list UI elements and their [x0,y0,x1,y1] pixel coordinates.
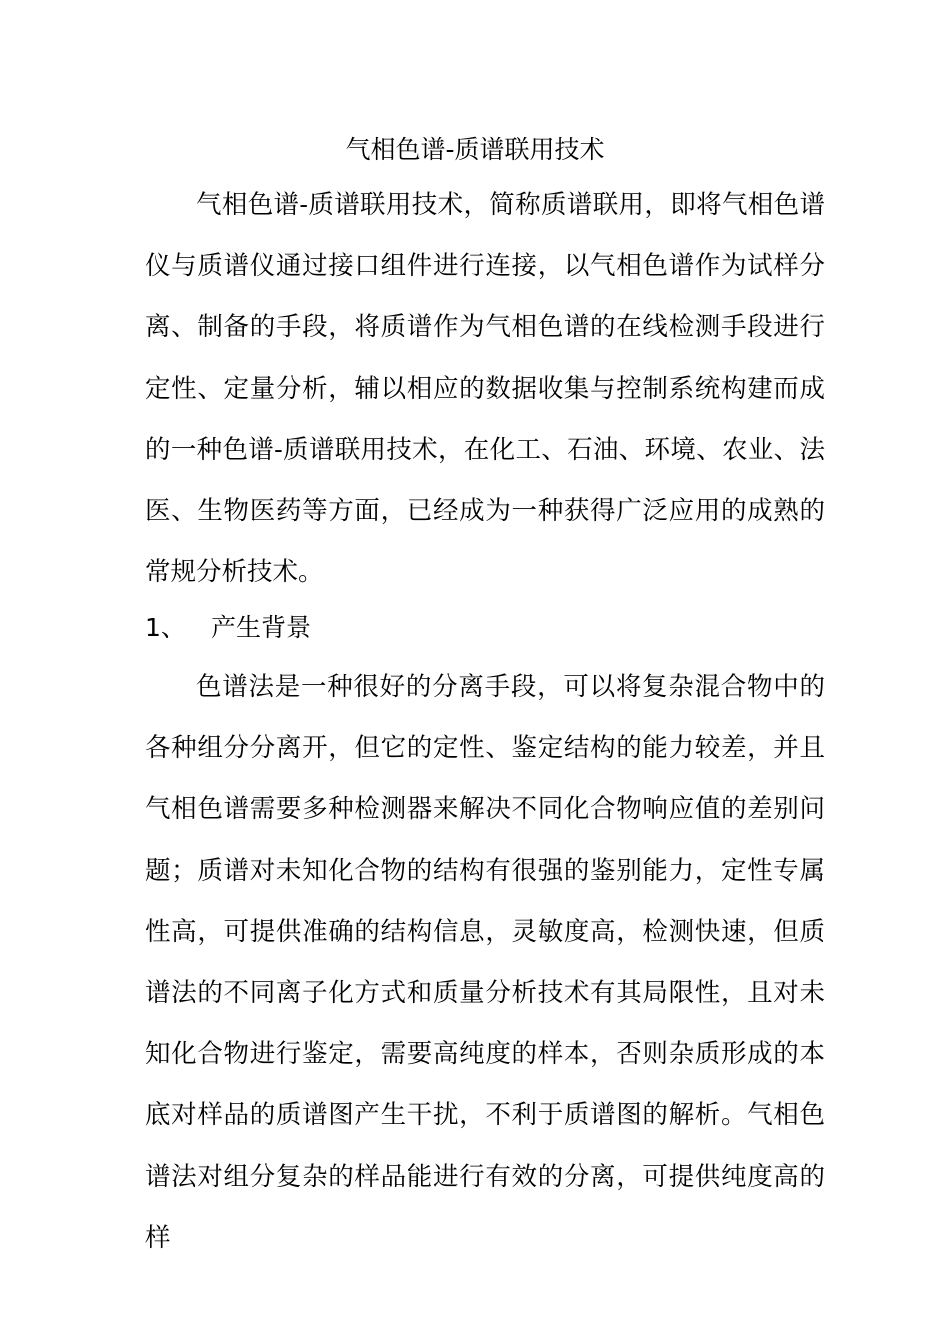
section-title: 产生背景 [211,613,312,642]
intro-paragraph: 气相色谱-质谱联用技术，简称质谱联用，即将气相色谱仪与质谱仪通过接口组件进行连接，以气相色谱作为试样分离、制备的手段，将质谱作为气相色谱的在线检测手段进行定性、定量分析，辅以相应的数据收集与控制系统构建而成的一种色谱-质谱联用技术，在化工、石油、环境、农业、法医、生物医药等方面，已经成为一种获得广泛应用的成熟的常规分析技术。 [145,190,825,588]
section-heading [145,610,311,646]
background-paragraph: 色谱法是一种很好的分离手段，可以将复杂混合物中的各种组分分离开，但它的定性、鉴定结构的能力较差，并且气相色谱需要多种检测器来解决不同化合物响应值的差别问题；质谱对未知化合物的结构有很强的鉴别能力，定性专属性高，可提供准确的结构信息，灵敏度高，检测快速，但质谱法的不同离子化方式和质量分析技术有其局限性，且对未知化合物进行鉴定，需要高纯度的样本，否则杂质形成的本底对样品的质谱图产生干扰，不利于质谱图的解析。气相色谱法对组分复杂的样品能进行有效的分离，可提供纯度高的样 [145,672,825,1253]
document-title: 气相色谱-质谱联用技术 [345,135,605,164]
section-number: 1、 [145,613,186,642]
